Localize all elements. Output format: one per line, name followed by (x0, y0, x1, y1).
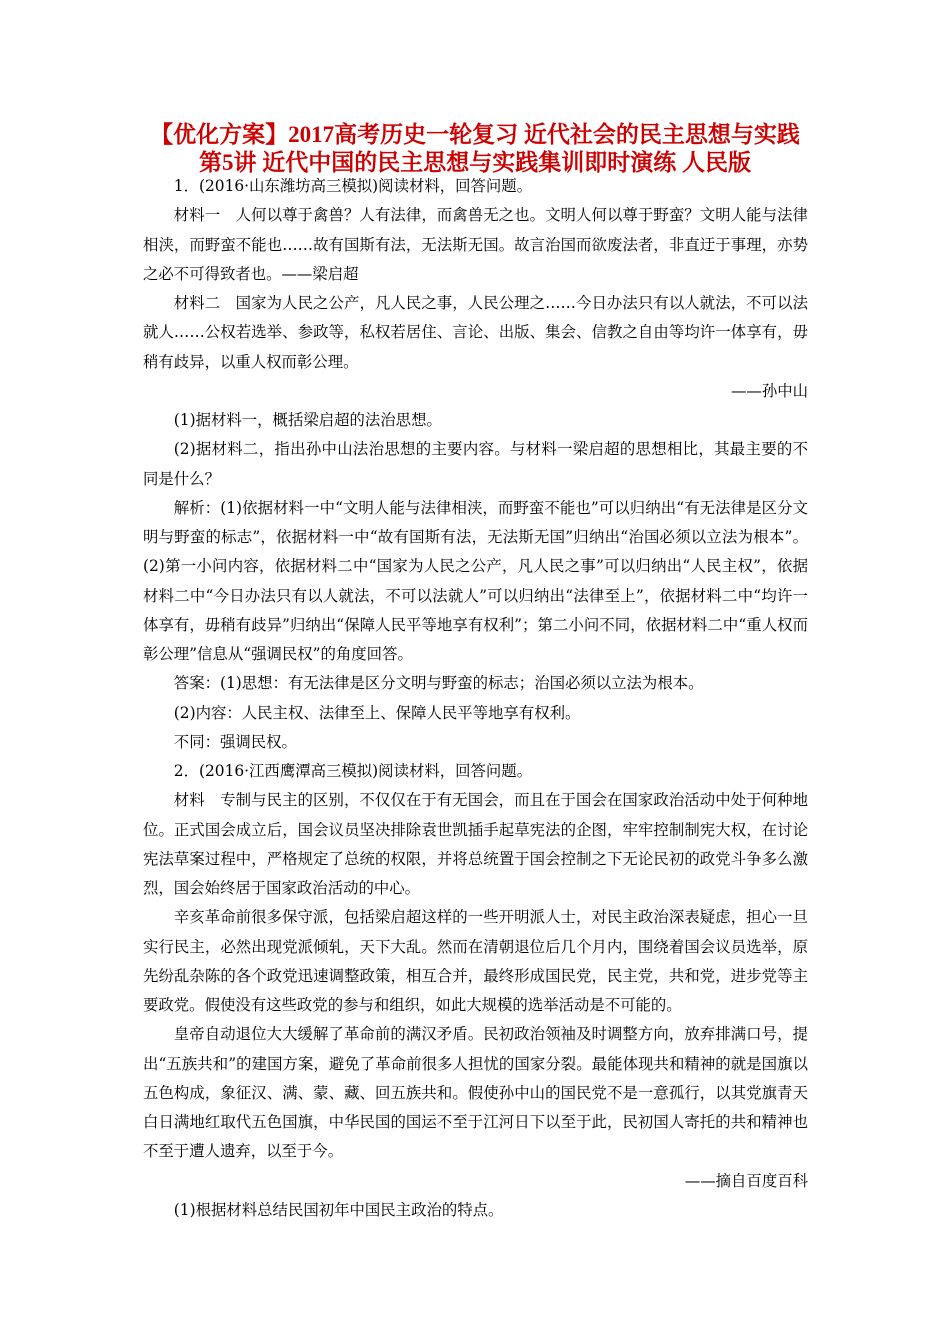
question-2-material-source: ——摘自百度百科 (684, 1171, 808, 1190)
question-1-stem: 1．(2016·山东潍坊高三模拟)阅读材料，回答问题。 (173, 177, 533, 195)
question-2-stem: 2．(2016·江西鹰潭高三模拟)阅读材料，回答问题。 (173, 762, 533, 780)
document-title-line-1: 【优化方案】2017高考历史一轮复习 近代社会的民主思想与实践 (150, 122, 800, 147)
question-1-subquestion-2: (2)据材料二，指出孙中山法治思想的主要内容。与材料一梁启超的思想相比，其最主要的不同是什么？ (143, 440, 808, 488)
question-1-analysis: 解析：(1)依据材料一中“文明人能与法律相浃，而野蛮不能也”可以归纳出“有无法律是区分文明与野蛮的标志”，依据材料一中“故有国斯有法，无法斯无国”归纳出“治国必须以立法为根本”。(2)第一小问内容，依据材料二中“国家为人民之公产，凡人民之事”可以归纳出“人民主权”，依据材料二中“今日办法只有以人就法，不可以法就人”可以归纳出“法律至上”，依据材料二中“均许一体享有，毋稍有歧异”归纳出“保障人民平等地享有权利”；第二小问不同，依据材料二中“重人权而彰公理”信息从“强调民权”的角度回答。 (143, 498, 808, 663)
question-1-subquestion-1: (1)据材料一，概括梁启超的法治思想。 (173, 411, 442, 429)
question-1-material-2-source: ——孙中山 (731, 381, 808, 400)
question-2-material-paragraph-2: 辛亥革命前很多保守派，包括梁启超这样的一些开明派人士，对民主政治深表疑虑，担心一旦实行民主，必然出现党派倾轧，天下大乱。然而在清朝退位后几个月内，围绕着国会议员选举，原先纷乱杂陈的各个政党迅速调整政策，相互合并，最终形成国民党，民主党，共和党，进步党等主要政党。假使没有这些政党的参与和组织，如此大规模的选举活动是不可能的。 (143, 908, 808, 1014)
question-2-material-paragraph-1: 材料 专制与民主的区别，不仅仅在于有无国会，而且在于国会在国家政治活动中处于何种地位。正式国会成立后，国会议员坚决排除袁世凯插手起草宪法的企图，牢牢控制制宪大权，在讨论宪法草案过程中，严格规定了总统的权限，并将总统置于国会控制之下无论民初的政党斗争多么激烈，国会始终居于国家政治活动的中心。 (143, 791, 808, 897)
document-body (143, 172, 808, 1225)
question-1-material-2: 材料二 国家为人民之公产，凡人民之事，人民公理之……今日办法只有以人就法，不可以法就人……公权若选举、参政等，私权若居住、言论、出版、集会、信教之自由等均许一体享有，毋稍有歧异，以重人权而彰公理。 (143, 294, 808, 371)
question-2-material-paragraph-3: 皇帝自动退位大大缓解了革命前的满汉矛盾。民初政治领袖及时调整方向，放弃排满口号，提出“五族共和”的建国方案，避免了革命前很多人担忧的国家分裂。最能体现共和精神的就是国旗以五色构成，象征汉、满、蒙、藏、回五族共和。假使孙中山的国民党不是一意孤行，以其党旗青天白日满地红取代五色国旗，中华民国的国运不至于江河日下以至于此，民初国人寄托的共和精神也不至于遭人遗弃，以至于今。 (143, 1025, 808, 1161)
question-2-subquestion-1: (1)根据材料总结民国初年中国民主政治的特点。 (173, 1200, 504, 1219)
question-1-answer-3: 不同：强调民权。 (173, 732, 297, 751)
question-1-answer-1: 答案：(1)思想：有无法律是区分文明与野蛮的标志；治国必须以立法为根本。 (173, 674, 704, 693)
document-title-line-2: 第5讲 近代中国的民主思想与实践集训即时演练 人民版 (199, 150, 751, 175)
question-1-material-1: 材料一 人何以尊于禽兽？人有法律，而禽兽无之也。文明人何以尊于野蛮？文明人能与法律相浃，而野蛮不能也……故有国斯有法，无法斯无国。故言治国而欲废法者，非直迂于事理，亦势之必不可得致者也。——梁启超 (143, 206, 808, 283)
question-1-answer-2: (2)内容：人民主权、法律至上、保障人民平等地享有权利。 (173, 703, 581, 722)
